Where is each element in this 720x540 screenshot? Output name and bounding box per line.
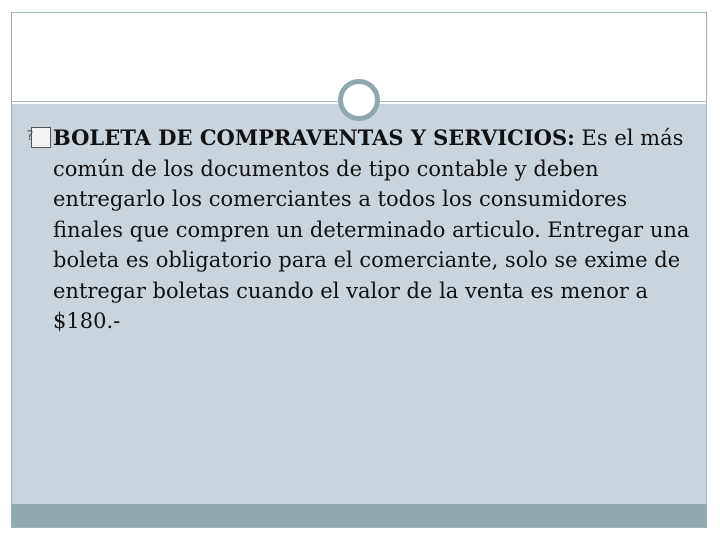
slide-content	[31, 123, 693, 337]
ring-icon	[338, 79, 380, 121]
footer-band	[12, 504, 706, 527]
term-heading: BOLETA DE COMPRAVENTAS Y SERVICIOS:	[53, 125, 575, 150]
term-definition: Es el más común de los documentos de tipo contable y deben entregarlo los comerciantes a todos los consumidores finales que compren un determinado articulo. Entregar una boleta es obligatorio para el comerciante, solo se exime de entregar boletas cuando el valor de la venta es menor a $180.-	[53, 126, 690, 333]
bullet-paragraph	[31, 123, 693, 337]
missing-glyph-icon	[31, 127, 51, 148]
